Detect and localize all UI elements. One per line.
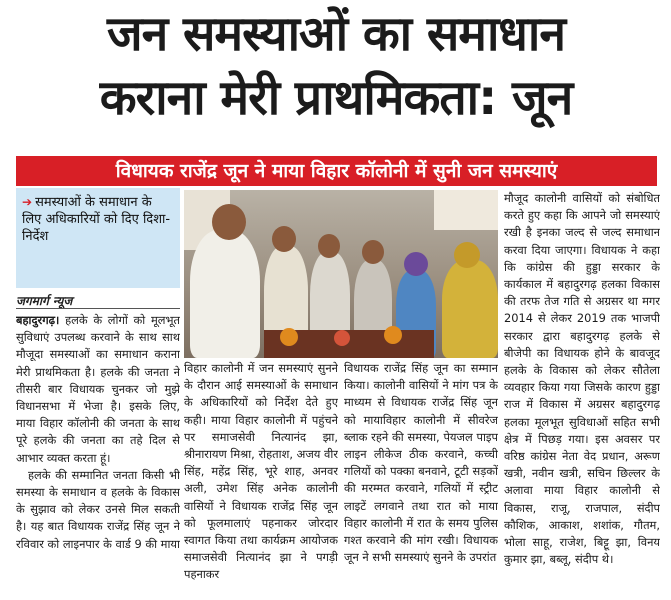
- photo-figure-legislator: [190, 230, 260, 358]
- article-column-2: विहार कालोनी में जन समस्याएं सुनने के दौरान आई समस्याओं के समाधान के अधिकारियों को निर्देश देते हुए कही। माया विहार कालोनी में पहुंचने पर समाजसेवी नित्यानंद झा, श्रीनारायण मिश्रा, रोहताश, अजय वीर सिंह, महेंद्र सिंह, भूरे शाह, अनवर अली, उमेश सिंह अनेक कालोनी वासियों ने विधायक राजेंद्र सिंह जून को फूलमालाएं पहनाकर जोरदार स्वागत किया तथा कार्यक्रम आयोजक समाजसेवी नित्यानंद झा ने पगड़ी पहनाकर: [184, 361, 338, 582]
- article-paragraph-2: हलके की सम्मानित जनता किसी भी समस्या के समाधान व हलके के विकास के सुझाव को लेकर उनसे मिल सकती है। यह बात विधायक राजेंद्र सिंह जून ने रविवार को लाइनपार के वार्ड 9 की माया: [16, 467, 180, 551]
- article-column-1: [16, 312, 180, 597]
- photo-garland: [280, 328, 298, 346]
- highlight-callout: [16, 188, 180, 288]
- photo-garland: [334, 330, 350, 346]
- photo-background-banner: [434, 190, 498, 230]
- photo-figure-head: [404, 252, 428, 276]
- headline-line-2: कराना मेरी प्राथमिकता: जून: [99, 70, 573, 126]
- byline: जगमार्ग न्यूज: [16, 294, 73, 308]
- byline-divider: [16, 308, 180, 309]
- headline-line-1: जन समस्याओं का समाधान: [106, 6, 565, 62]
- photo-figure-head: [454, 242, 480, 268]
- photo-figure-head: [318, 234, 340, 258]
- photo-figure-head: [362, 240, 384, 264]
- article-column-4: मौजूद कालोनी वासियों को संबोधित करते हुए कहा कि आपने जो समस्याएं रखी है इनका जल्द से जल्द समाधान करवा दिया जाएगा। विधायक ने कहा कि कांग्रेस की हुड्डा सरकार के कार्यकाल में बहादुरगढ़ हलका विकास की तरफ तेज गति से अग्रसर था मगर 2014 से लेकर 2019 तक भाजपी सरकार द्वारा बहादुरगढ़ हलके से बीजेपी का विधायक होने के बावजूद हलके के विकास को लेकर सौतेला व्यवहार किया गया जिसके कारण हुड्डा राज में विकास में अग्रसर बहादुरगढ़ हलका मूलभूत सुविधाओं सहित सभी क्षेत्र में पिछड़ गया। इस अवसर पर वरिष्ठ कांग्रेस नेता वेद प्रधान, अरूण खत्री, नवीन खत्री, सचिन छिल्लर के अलावा माया विहार कालोनी से विकास, राजू, राजपाल, संदीप कौशिक, आकाश, शशांक, गौतम, भोला साहू, राजेश, बिट्टू झा, विनय कुमार झा, बब्लू, संदीप थे।: [504, 191, 660, 567]
- photo-figure-head: [212, 204, 246, 240]
- dateline-place: बहादुरगढ़।: [16, 313, 60, 327]
- photo-garland: [384, 326, 402, 344]
- photo-figure-woman: [442, 260, 498, 358]
- subheadline-banner: विधायक राजेंद्र जून ने माया विहार कॉलोनी में सुनी जन समस्याएं: [16, 156, 657, 186]
- callout-text: समस्याओं के समाधान के लिए अधिकारियों को दिए दिशा-निर्देश: [22, 195, 171, 244]
- arrow-icon: ➔: [22, 195, 33, 209]
- article-column-3: विधायक राजेंद्र सिंह जून का सम्मान किया। कालोनी वासियों ने मांग पत्र के माध्यम से विधायक राजेंद्र सिंह जून को मायाविहार कालोनी में सीवरेज ब्लाक रहने की समस्या, पेयजल पाइप लाइन लीकेज ठीक करवाने, कच्ची गलियों को पक्का बनवाने, टूटी सड़कों की मरम्मत करवाने, गलियों में स्ट्रीट लाइटें लगवाने तथा रात को माया विहार कालोनी में रात के समय पुलिस गश्त करवाने की मांग रखी। विधायक जून ने सभी समस्याएं सुनने के उपरांत: [344, 361, 498, 565]
- article-paragraph-1: हलके के लोगों को मूलभूत सुविधाएं उपलब्ध करवाने के साथ साथ मौजूदा समस्याओं का समाधान कराना मेरी प्राथमिकता है। हलके की जनता ने तीसरी बार विधायक चुनकर जो मुझे विधानसभा में भेजा है। इसके लिए, माया विहार कॉलोनी की जनता के साथ पूरे हलके की जनता का तहे दिल से आभार व्यक्त करता हूं।: [16, 313, 180, 465]
- news-photo: [184, 190, 498, 358]
- photo-figure-head: [272, 226, 296, 252]
